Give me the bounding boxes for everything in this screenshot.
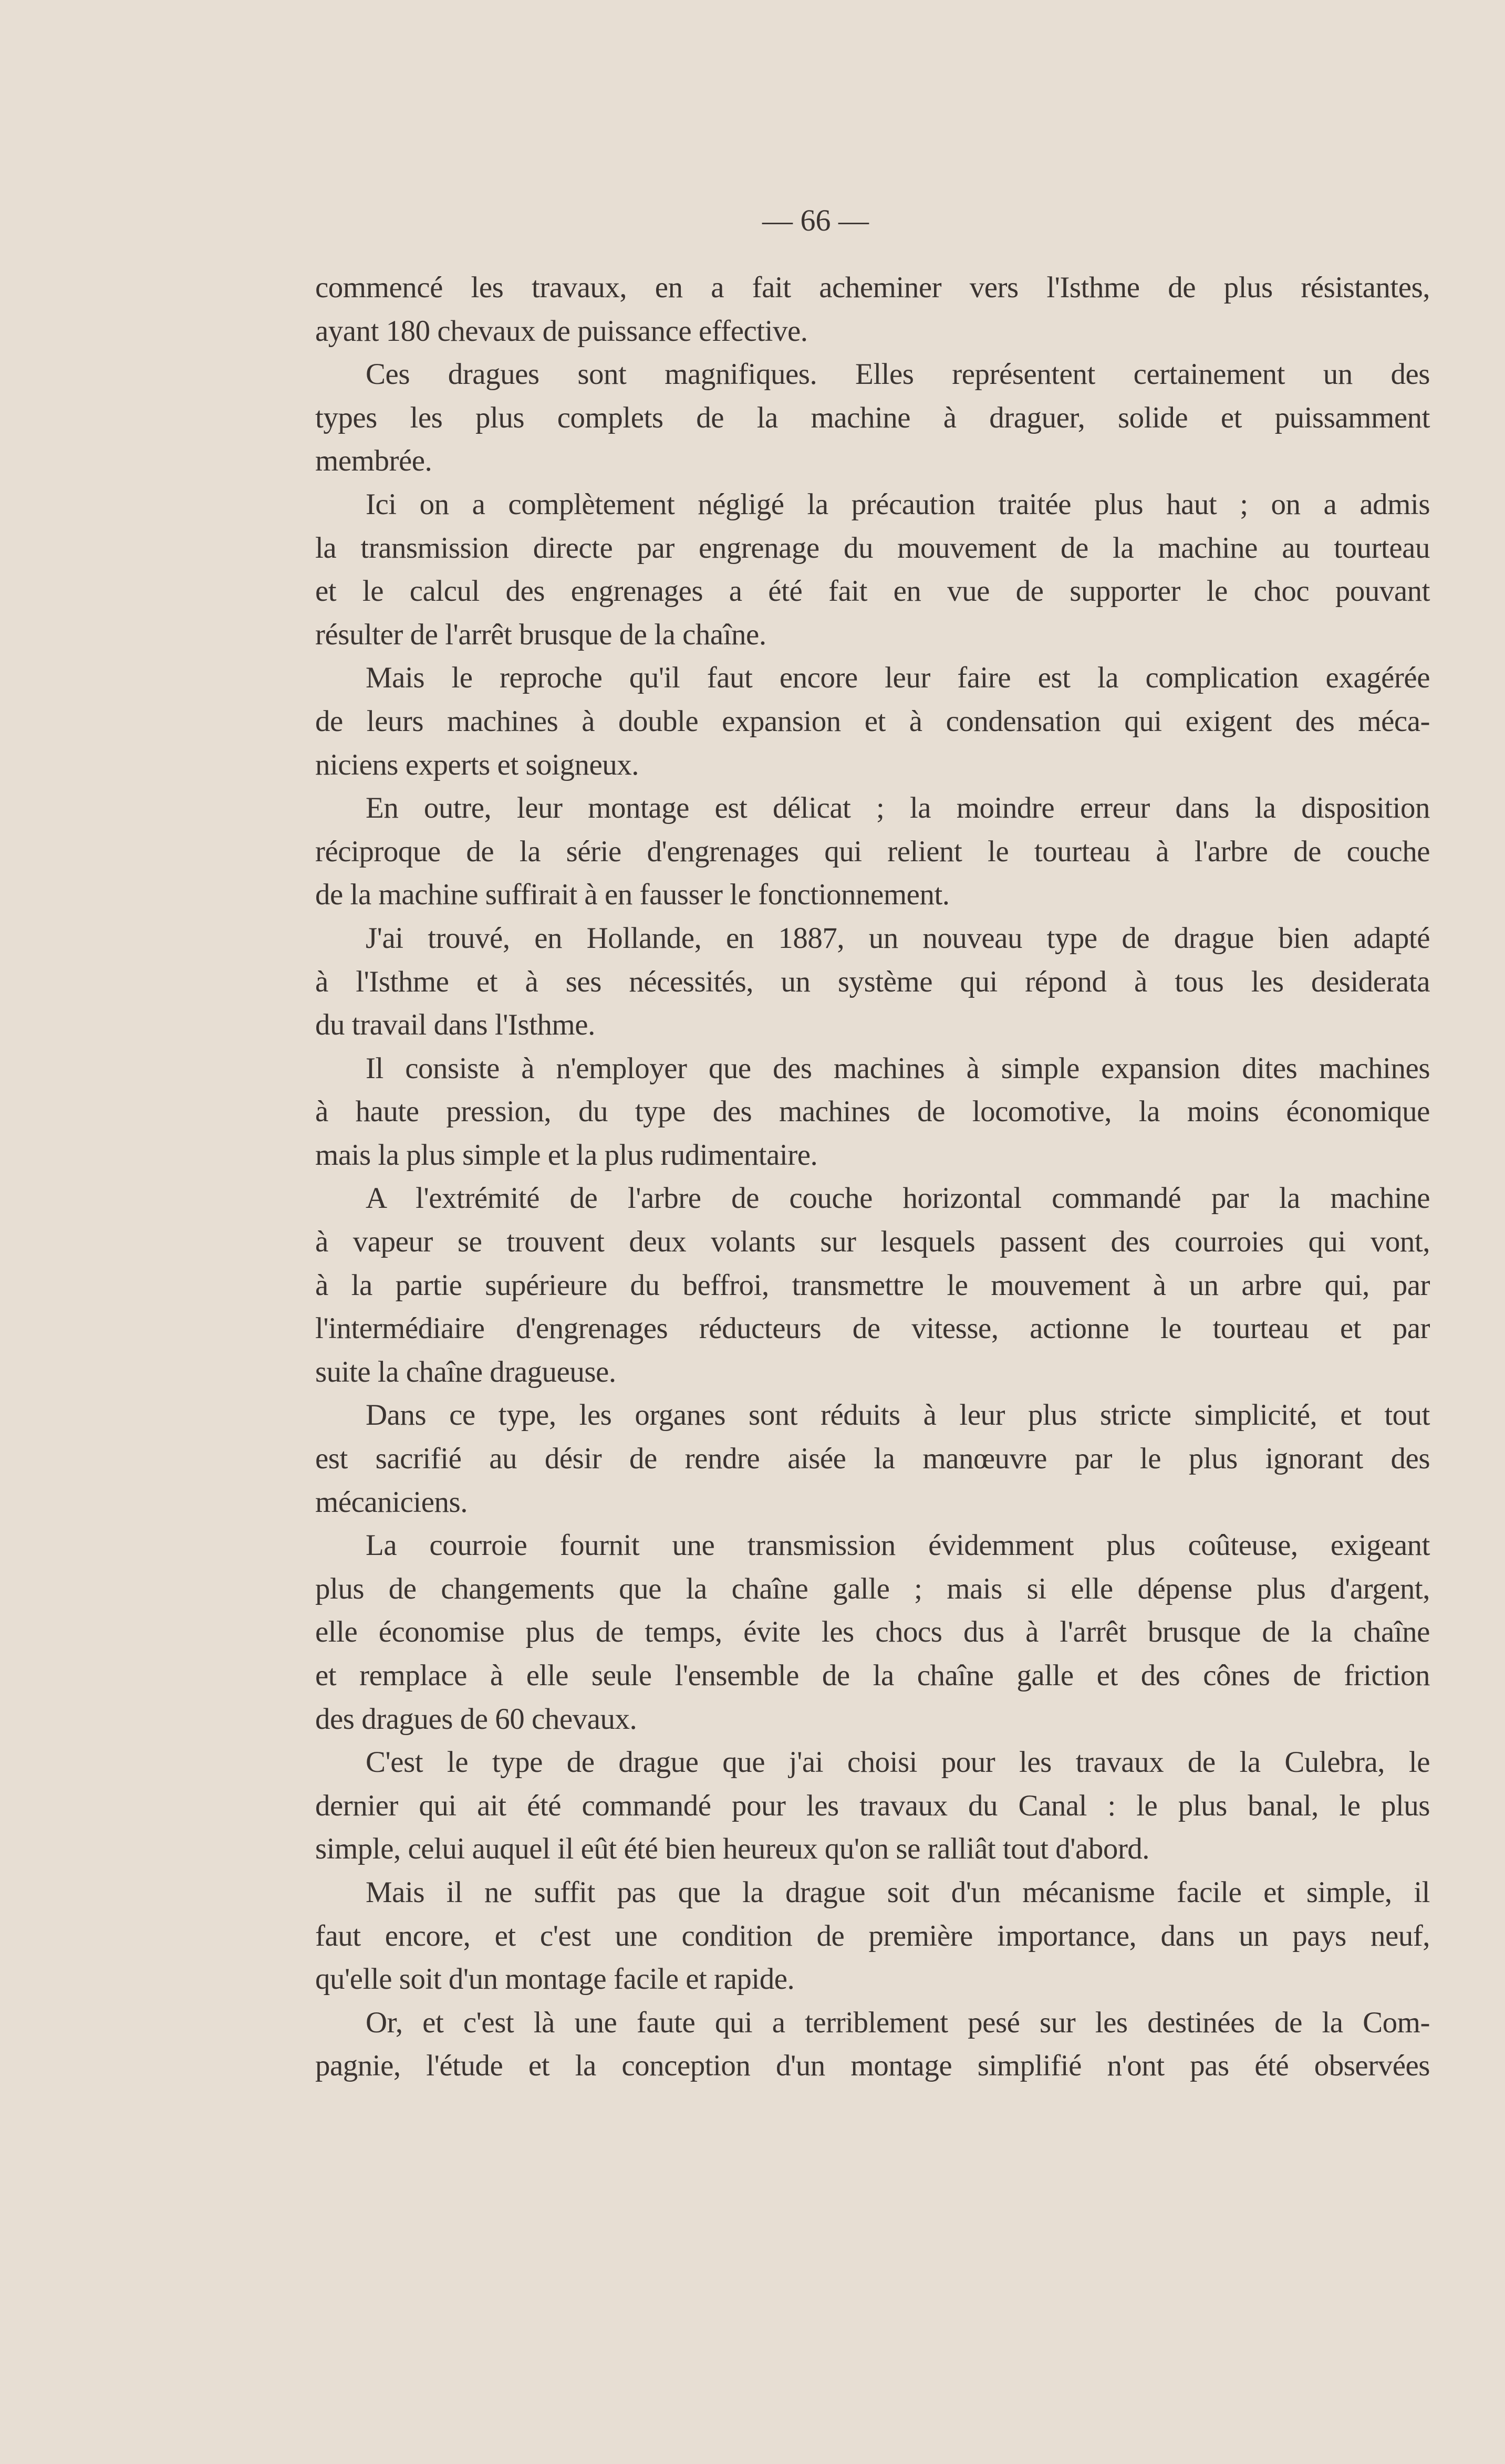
text-line: niciens experts et soigneux. xyxy=(315,748,639,781)
text-line: des dragues de 60 chevaux. xyxy=(315,1702,637,1736)
paragraph xyxy=(315,1524,1430,1741)
text-line: simple, celui auquel il eût été bien heureux qu'on se ralliât tout d'abord. xyxy=(315,1832,1150,1866)
paragraph xyxy=(315,1394,1430,1524)
text-line: à la partie supérieure du beffroi, transmettre le mouvement à un arbre qui, par xyxy=(315,1268,1430,1302)
text-line: à l'Isthme et à ses nécessités, un système qui répond à tous les desiderata xyxy=(315,965,1430,998)
text-line: Ces dragues sont magnifiques. Elles représentent certainement un des xyxy=(366,358,1430,391)
text-line: la transmission directe par engrenage du mouvement de la machine au tourteau xyxy=(315,531,1430,565)
text-line: J'ai trouvé, en Hollande, en 1887, un nouveau type de drague bien adapté xyxy=(366,921,1430,955)
paragraph xyxy=(315,353,1430,483)
paragraph xyxy=(315,656,1430,787)
text-line: de leurs machines à double expansion et à condensation qui exigent des méca- xyxy=(315,704,1430,738)
paragraph xyxy=(315,787,1430,917)
paragraph xyxy=(315,1871,1430,2001)
text-line: ayant 180 chevaux de puissance effective. xyxy=(315,314,808,348)
text-line: à haute pression, du type des machines de locomotive, la moins économique xyxy=(315,1095,1430,1129)
text-line: qu'elle soit d'un montage facile et rapide. xyxy=(315,1962,795,1996)
text-line: types les plus complets de la machine à draguer, solide et puissamment xyxy=(315,401,1430,434)
paragraph xyxy=(315,1741,1430,1871)
paragraph xyxy=(315,483,1430,656)
text-line: En outre, leur montage est délicat ; la moindre erreur dans la disposition xyxy=(366,791,1430,825)
text-line: du travail dans l'Isthme. xyxy=(315,1008,595,1042)
text-line: et remplace à elle seule l'ensemble de la chaîne galle et des cônes de friction xyxy=(315,1659,1430,1692)
text-line: commencé les travaux, en a fait acheminer vers l'Isthme de plus résistantes, xyxy=(315,271,1430,304)
text-line: membrée. xyxy=(315,444,432,478)
text-line: réciproque de la série d'engrenages qui relient le tourteau à l'arbre de couche xyxy=(315,834,1430,868)
text-line: Mais il ne suffit pas que la drague soit d'un mécanisme facile et simple, il xyxy=(366,1875,1430,1909)
text-line: suite la chaîne dragueuse. xyxy=(315,1355,616,1388)
text-line: mais la plus simple et la plus rudimentaire. xyxy=(315,1138,818,1172)
text-line: de la machine suffirait à en fausser le fonctionnement. xyxy=(315,878,950,912)
page-number: — 66 — xyxy=(762,203,869,237)
text-line: faut encore, et c'est une condition de première importance, dans un pays neuf, xyxy=(315,1919,1430,1953)
text-line: est sacrifié au désir de rendre aisée la manœuvre par le plus ignorant des xyxy=(315,1442,1430,1476)
text-line: A l'extrémité de l'arbre de couche horizontal commandé par la machine xyxy=(366,1182,1430,1215)
text-line: Dans ce type, les organes sont réduits à leur plus stricte simplicité, et tout xyxy=(366,1398,1430,1432)
text-line: Il consiste à n'employer que des machines à simple expansion dites machines xyxy=(366,1051,1430,1085)
text-line: dernier qui ait été commandé pour les travaux du Canal : le plus banal, le plus xyxy=(315,1789,1430,1822)
text-line: elle économise plus de temps, évite les chocs dus à l'arrêt brusque de la chaîne xyxy=(315,1615,1430,1649)
paragraph xyxy=(315,2001,1430,2088)
text-line: La courroie fournit une transmission évidemment plus coûteuse, exigeant xyxy=(366,1529,1430,1562)
text-line: C'est le type de drague que j'ai choisi pour les travaux de la Culebra, le xyxy=(366,1746,1430,1779)
text-line: l'intermédiaire d'engrenages réducteurs de vitesse, actionne le tourteau et par xyxy=(315,1312,1430,1345)
paragraph xyxy=(315,1177,1430,1394)
text-line: mécaniciens. xyxy=(315,1485,468,1519)
text-line: Or, et c'est là une faute qui a terriblement pesé sur les destinées de la Com- xyxy=(366,2006,1430,2039)
text-line: Mais le reproche qu'il faut encore leur faire est la complication exagérée xyxy=(366,661,1430,695)
paragraph xyxy=(315,266,1430,353)
text-line: et le calcul des engrenages a été fait en vue de supporter le choc pouvant xyxy=(315,575,1430,608)
text-line: pagnie, l'étude et la conception d'un montage simplifié n'ont pas été observées xyxy=(315,2049,1430,2083)
text-line: à vapeur se trouvent deux volants sur lesquels passent des courroies qui vont, xyxy=(315,1225,1430,1259)
text-line: résulter de l'arrêt brusque de la chaîne. xyxy=(315,618,766,651)
paragraph xyxy=(315,917,1430,1047)
text-line: Ici on a complètement négligé la précaution traitée plus haut ; on a admis xyxy=(366,487,1430,521)
body-text xyxy=(315,266,1430,2088)
text-line: plus de changements que la chaîne galle ; mais si elle dépense plus d'argent, xyxy=(315,1572,1430,1605)
paragraph xyxy=(315,1047,1430,1177)
